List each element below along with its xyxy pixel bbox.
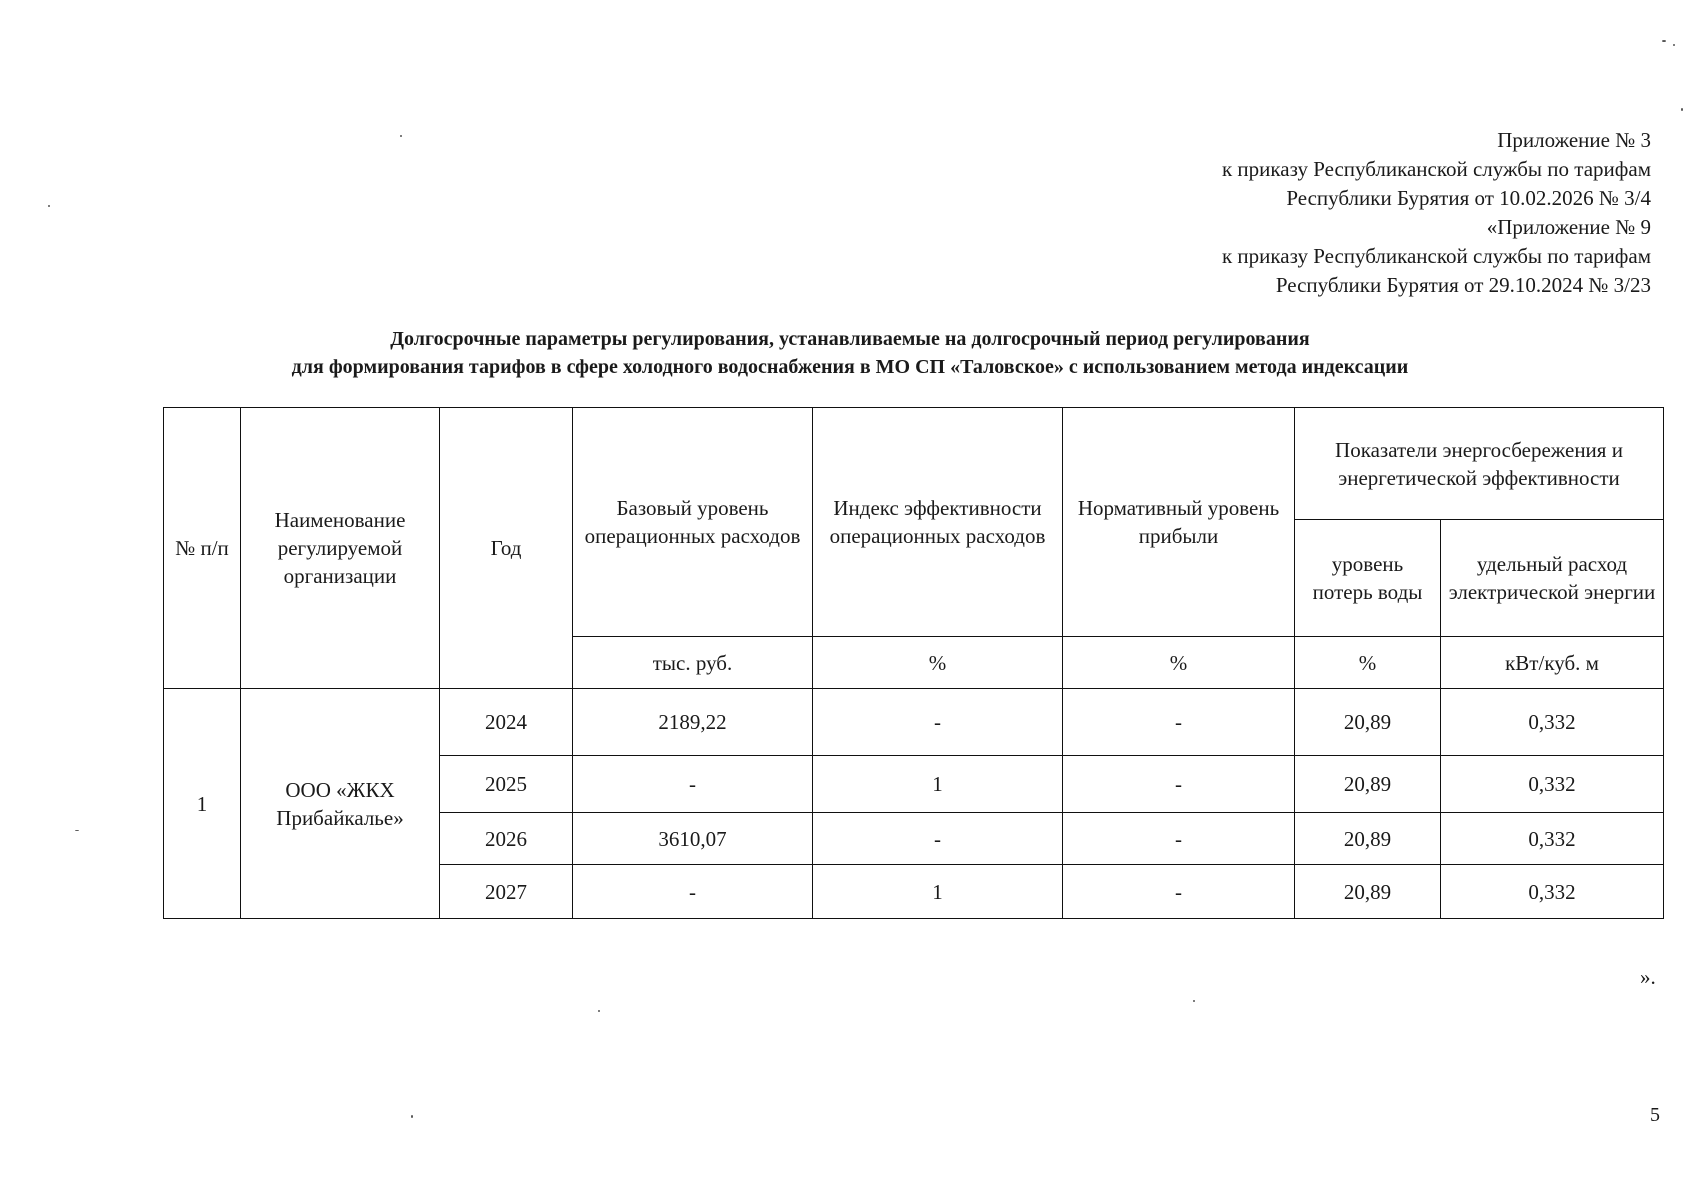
- cell-water-loss: 20,89: [1295, 756, 1441, 813]
- header-base-opex: Базовый уровень операционных расходов: [573, 408, 813, 637]
- org-number: 1: [164, 689, 241, 919]
- appendix-block: [751, 126, 1651, 300]
- cell-profit-level: -: [1063, 813, 1295, 865]
- cell-water-loss: 20,89: [1295, 865, 1441, 919]
- cell-base-opex: 3610,07: [573, 813, 813, 865]
- cell-water-loss: 20,89: [1295, 813, 1441, 865]
- cell-base-opex: 2189,22: [573, 689, 813, 756]
- document-title-line: Долгосрочные параметры регулирования, устанавливаемые на долгосрочный период регулирования: [390, 328, 1310, 350]
- cell-electricity-use: 0,332: [1441, 689, 1664, 756]
- cell-electricity-use: 0,332: [1441, 756, 1664, 813]
- header-profit-level: Нормативный уровень прибыли: [1063, 408, 1295, 637]
- document-title-line: для формирования тарифов в сфере холодного водоснабжения в МО СП «Таловское» с использованием метода индексации: [291, 356, 1409, 378]
- unit-profit-level: %: [1063, 637, 1295, 689]
- cell-water-loss: 20,89: [1295, 689, 1441, 756]
- scan-speck: [598, 1010, 600, 1012]
- cell-profit-level: -: [1063, 756, 1295, 813]
- scan-speck: [75, 830, 79, 831]
- scan-speck: [48, 205, 50, 207]
- appendix-line: «Приложение № 9: [1486, 215, 1651, 239]
- cell-year: 2025: [440, 756, 573, 813]
- header-organization: Наименование регулируемой организации: [241, 408, 440, 689]
- cell-efficiency-index: -: [813, 813, 1063, 865]
- cell-electricity-use: 0,332: [1441, 813, 1664, 865]
- scan-speck: [1662, 40, 1666, 42]
- org-name: ООО «ЖКХ Прибайкалье»: [241, 689, 440, 919]
- cell-year: 2026: [440, 813, 573, 865]
- unit-electricity-use: кВт/куб. м: [1441, 637, 1664, 689]
- page-number: 5: [1650, 1104, 1660, 1126]
- appendix-line: Приложение № 3: [1497, 128, 1651, 152]
- closing-quote-mark: ».: [1640, 965, 1656, 989]
- table-row: [164, 689, 1664, 756]
- cell-efficiency-index: 1: [813, 865, 1063, 919]
- scan-speck: [1193, 1000, 1195, 1002]
- header-efficiency-index: Индекс эффективности операционных расходов: [813, 408, 1063, 637]
- header-energy-group: Показатели энергосбережения и энергетической эффективности: [1295, 408, 1664, 520]
- cell-year: 2024: [440, 689, 573, 756]
- cell-base-opex: -: [573, 756, 813, 813]
- header-year: Год: [440, 408, 573, 689]
- header-number: № п/п: [164, 408, 241, 689]
- scan-speck: [411, 1115, 413, 1118]
- unit-base-opex: тыс. руб.: [573, 637, 813, 689]
- header-water-loss: уровень потерь воды: [1295, 520, 1441, 637]
- cell-efficiency-index: -: [813, 689, 1063, 756]
- appendix-line: Республики Бурятия от 29.10.2024 № 3/23: [1275, 273, 1651, 297]
- parameters-table: [163, 407, 1664, 919]
- header-electricity-use: удельный расход электрической энергии: [1441, 520, 1664, 637]
- scan-speck: [1673, 44, 1675, 46]
- cell-profit-level: -: [1063, 689, 1295, 756]
- document-title: [150, 325, 1550, 381]
- appendix-line: к приказу Республиканской службы по тарифам: [1221, 157, 1651, 181]
- cell-efficiency-index: 1: [813, 756, 1063, 813]
- appendix-line: Республики Бурятия от 10.02.2026 № 3/4: [1286, 186, 1651, 210]
- cell-profit-level: -: [1063, 865, 1295, 919]
- scan-speck: [400, 135, 402, 137]
- cell-base-opex: -: [573, 865, 813, 919]
- cell-year: 2027: [440, 865, 573, 919]
- scan-speck: [1681, 108, 1683, 111]
- cell-electricity-use: 0,332: [1441, 865, 1664, 919]
- appendix-line: к приказу Республиканской службы по тарифам: [1221, 244, 1651, 268]
- unit-water-loss: %: [1295, 637, 1441, 689]
- unit-efficiency-index: %: [813, 637, 1063, 689]
